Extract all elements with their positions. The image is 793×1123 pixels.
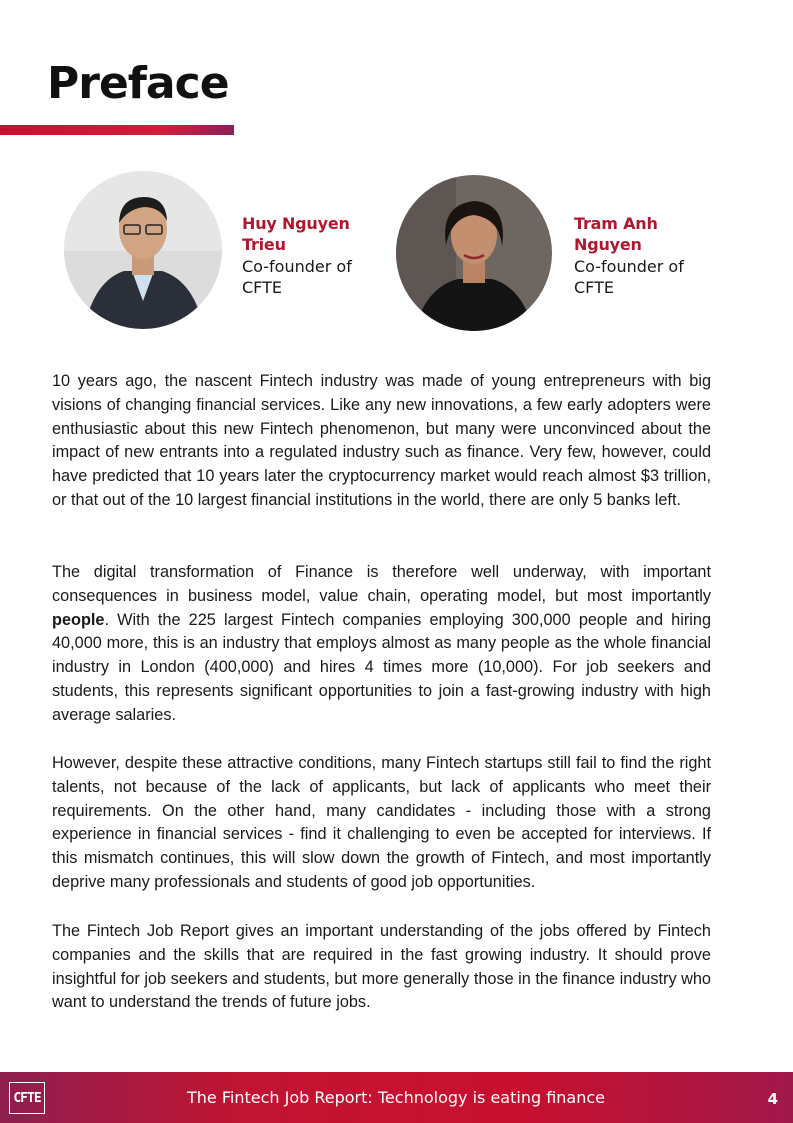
emphasis-text: people — [52, 610, 105, 629]
body-paragraph: However, despite these attractive conditions, many Fintech startups still fail to find the right talents, not because of the lack of applicants, but lack of applicants who meet their requirements. On the other hand, many candidates - including those with a strong experience in financial services - find it challenging to even be accepted for interviews. If this mismatch continues, this will slow down the growth of Fintech, and most importantly deprive many professionals and students of good job opportunities. — [52, 754, 711, 891]
author-photo — [64, 171, 222, 329]
body-paragraph: The Fintech Job Report gives an important understanding of the jobs offered by Fintech companies and the skills that are required in the fast growing industry. It should prove insightful for job seekers and students, but more generally those in the finance industry who want to understand the trends of future jobs. — [52, 922, 711, 1012]
author-role: Co-founder of CFTE — [242, 257, 352, 297]
title-underline — [0, 125, 234, 135]
page-number: 4 — [767, 1090, 778, 1108]
paragraph-text: . With the 225 largest Fintech companies employing 300,000 people and hiring 40,000 more, this is an industry that employs almost as many people as the whole financial industry in London (400,000) and hires 4 times more (10,000). For job seekers and students, this represents significant opportunities to join a fast-growing industry with high average salaries. — [52, 610, 711, 724]
footer-title: The Fintech Job Report: Technology is eating finance — [187, 1088, 606, 1107]
author-name: Huy Nguyen Trieu — [242, 214, 350, 254]
paragraph-text: The digital transformation of Finance is therefore well underway, with important consequences in business model, value chain, operating model, but most importantly — [52, 563, 711, 605]
page-title: Preface — [47, 58, 229, 109]
author-photo — [396, 175, 552, 331]
body-paragraph: 10 years ago, the nascent Fintech industry was made of young entrepreneurs with big visions of changing financial services. Like any new innovations, a few early adopters were enthusiastic about this new Fintech phenomenon, but many were unconvinced about the impact of new entrants into a regulated industry such as finance. Very few, however, could have predicted that 10 years later the cryptocurrency market would reach almost $3 trillion, or that out of the 10 largest financial institutions in the world, there are only 5 banks left. — [52, 372, 711, 509]
author-name: Tram Anh Nguyen — [574, 214, 658, 254]
page-footer — [0, 1072, 793, 1123]
body-paragraph — [52, 561, 711, 728]
author-role: Co-founder of CFTE — [574, 257, 684, 297]
cfte-logo: CFTE — [9, 1082, 45, 1114]
